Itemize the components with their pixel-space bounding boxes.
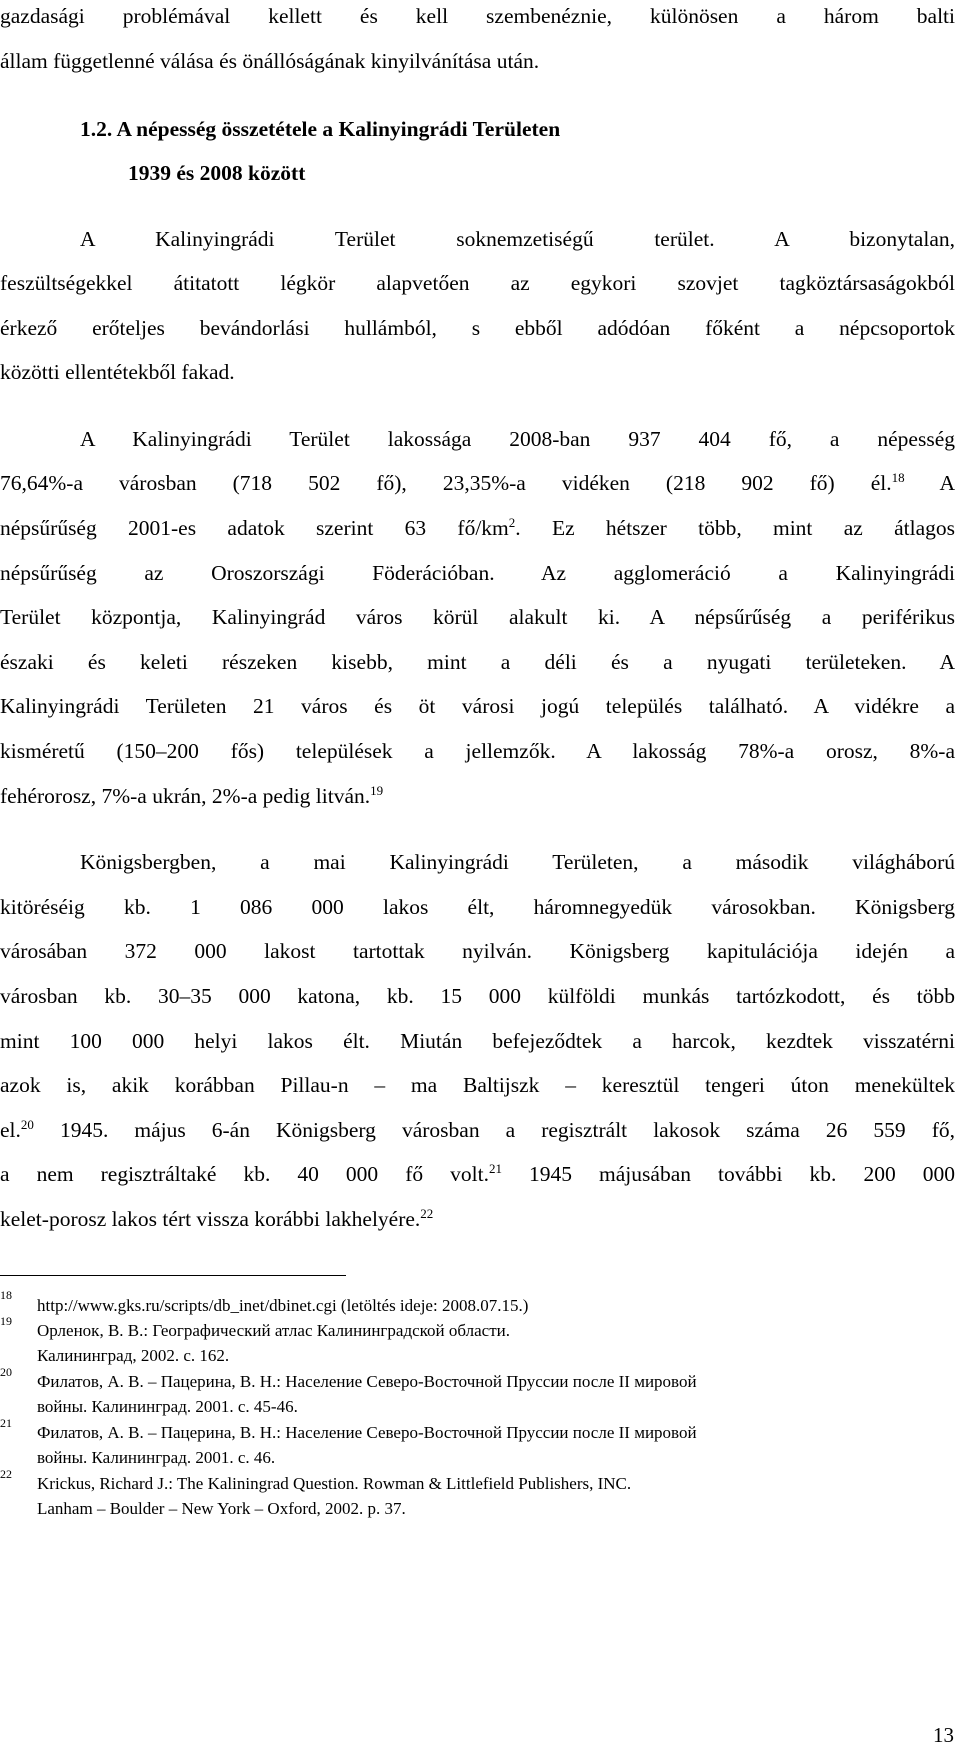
p2-line-2: 76,64%-a városban (718 502 fő), 23,35%-a vidéken (218 902 fő) él.$^{18}$ A	[0, 470, 955, 495]
footnote-ref-19: 19	[370, 783, 384, 798]
section-heading-line-1: 1.2. A népesség összetétele a Kalinyingrádi Területen	[80, 117, 561, 141]
footnote-number: 22	[0, 1467, 12, 1481]
p3-line-3: városában 372 000 lakost tartottak nyilván. Königsberg kapitulációja idején a	[0, 939, 955, 963]
intro-line-2: állam függetlenné válása és önállóságának kinyilvánítása után.	[0, 49, 540, 73]
footnote-20-text: Филатов, А. В. – Пацерина, В. Н.: Население Северо-Восточной Пруссии после II мировой	[37, 1372, 697, 1391]
p3-line-2: kitöréséig kb. 1 086 000 lakos élt, háromnegyedük városokban. Königsberg	[0, 895, 955, 919]
p3-line-7: el.$^{20}$ 1945. május 6-án Königsberg városban a regisztrált lakosok száma 26 559 fő,	[0, 1117, 955, 1142]
p2-line-7: Kalinyingrádi Területen 21 város és öt városi jogú település található. A vidékre a	[0, 694, 955, 718]
p3-line-8: a nem regisztráltaké kb. 40 000 fő volt.$^{21}$ 1945 májusában további kb. 200 000	[0, 1161, 955, 1186]
footnote-ref-22: 22	[420, 1206, 434, 1221]
footnote-22-text: Krickus, Richard J.: The Kaliningrad Question. Rowman & Littlefield Publishers, INC.	[37, 1474, 632, 1493]
p2-line-1: A Kalinyingrádi Terület lakossága 2008-ban 937 404 fő, a népesség	[80, 427, 955, 451]
p3-line-4: városban kb. 30–35 000 katona, kb. 15 000 külföldi munkás tartózkodott, és több	[0, 984, 955, 1008]
p1-line-1: A Kalinyingrádi Terület soknemzetiségű terület. A bizonytalan,	[80, 227, 955, 251]
p2-line-9: fehérorosz, 7%-a ukrán, 2%-a pedig litván.$^{19}$	[0, 783, 384, 808]
p2-line-4: népsűrűség az Oroszországi Föderációban. Az agglomeráció a Kalinyingrádi	[0, 561, 955, 585]
p3-line-1: Königsbergben, a mai Kalinyingrádi Területen, a második világháború	[80, 850, 955, 874]
footnote-21-text: Филатов, А. В. – Пацерина, В. Н.: Население Северо-Восточной Пруссии после II мировой	[37, 1423, 697, 1442]
footnote-ref-18: 18	[891, 470, 905, 485]
footnote-ref-21: 21	[488, 1161, 502, 1176]
footnote-19-text: Орленок, В. В.: Географический атлас Калининградской области.	[37, 1321, 510, 1340]
p3-line-5: mint 100 000 helyi lakos élt. Miután befejeződtek a harcok, kezdtek visszatérni	[0, 1029, 955, 1053]
footnote-19-text-cont: Калининград, 2002. с. 162.	[37, 1346, 230, 1365]
superscript-2: 2	[508, 515, 516, 530]
intro-line-1: gazdasági problémával kellett és kell szembenéznie, különösen a három balti	[0, 4, 955, 28]
p1-line-4: közötti ellentétekből fakad.	[0, 360, 235, 384]
footnote-18-text: http://www.gks.ru/scripts/db_inet/dbinet.cgi (letöltés ideje: 2008.07.15.)	[37, 1296, 529, 1315]
footnote-21-text-cont: войны. Калининград. 2001. с. 46.	[37, 1448, 276, 1467]
footnote-number: 19	[0, 1314, 12, 1328]
p3-line-6: azok is, akik korábban Pillau-n – ma Baltijszk – keresztül tengeri úton menekültek	[0, 1073, 955, 1097]
footnote-ref-20: 20	[20, 1117, 34, 1132]
page-number: 13	[933, 1723, 954, 1747]
footnote-22-text-cont: Lanham – Boulder – New York – Oxford, 2002. p. 37.	[37, 1499, 406, 1518]
footnote-number: 21	[0, 1416, 12, 1430]
section-heading-line-2: 1939 és 2008 között	[128, 161, 306, 185]
p1-line-3: érkező erőteljes bevándorlási hullámból, s ebből adódóan főként a népcsoportok	[0, 316, 955, 340]
p2-line-6: északi és keleti részeken kisebb, mint a déli és a nyugati területeken. A	[0, 650, 955, 674]
footnote-20-text-cont: войны. Калининград. 2001. с. 45-46.	[37, 1397, 298, 1416]
footnote-number: 18	[0, 1288, 12, 1302]
p1-line-2: feszültségekkel átitatott légkör alapvetően az egykori szovjet tagköztársaságokból	[0, 271, 955, 295]
p2-line-5: Terület központja, Kalinyingrád város körül alakult ki. A népsűrűség a periférikus	[0, 605, 955, 629]
footnote-number: 20	[0, 1365, 12, 1379]
p3-line-9: kelet-porosz lakos tért vissza korábbi lakhelyére.$^{22}$	[0, 1206, 434, 1231]
footnote-separator	[0, 1275, 346, 1276]
p2-line-8: kisméretű (150–200 fős) települések a jellemzők. A lakosság 78%-a orosz, 8%-a	[0, 739, 955, 763]
p2-line-3: népsűrűség 2001-es adatok szerint 63 $fő/km^2$. Ez hétszer több, mint az átlagos	[0, 515, 955, 540]
